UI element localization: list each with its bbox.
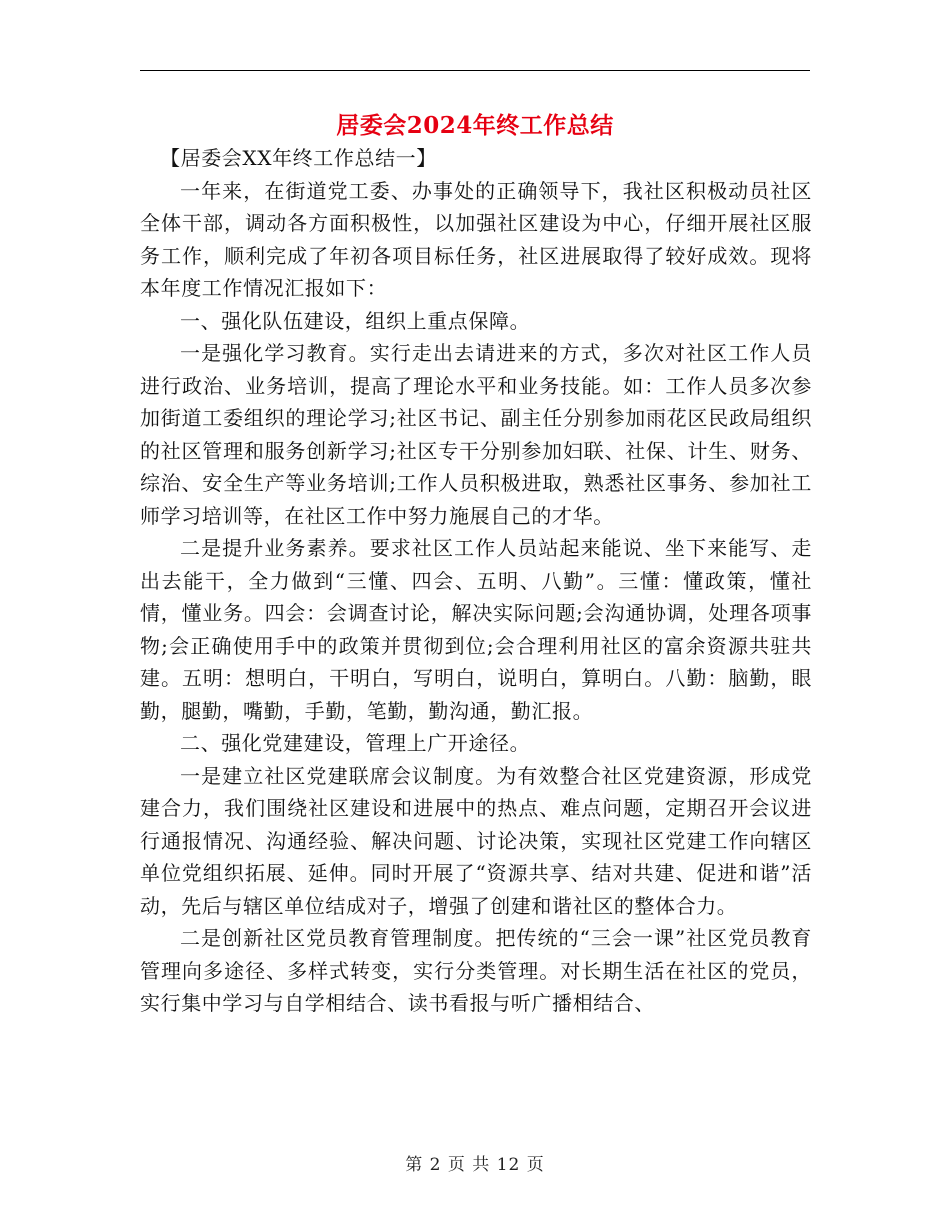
document-title: 居委会2024年终工作总结 <box>336 112 614 139</box>
page-footer <box>0 1150 950 1175</box>
footer-suffix: 页 <box>526 1155 545 1175</box>
body-paragraph: 二是提升业务素养。要求社区工作人员站起来能说、坐下来能写、走出去能干，全力做到“三懂、四会、五明、八勤”。三懂：懂政策，懂社情，懂业务。四会：会调查讨论，解决实际问题;会沟通协调，处理各项事物;会正确使用手中的政策并贯彻到位;会合理利用社区的富余资源共驻共建。五明：想明白，干明白，写明白，说明白，算明白。八勤：脑勤，眼勤，腿勤，嘴勤，手勤，笔勤，勤沟通，勤汇报。 <box>140 536 812 723</box>
document-body <box>140 142 812 1020</box>
body-paragraph: 二、强化党建建设，管理上广开途径。 <box>180 731 531 755</box>
body-paragraph: 一年来，在街道党工委、办事处的正确领导下，我社区积极动员社区全体干部，调动各方面积极性，以加强社区建设为中心，仔细开展社区服务工作，顺利完成了年初各项目标任务，社区进展取得了较好成效。现将本年度工作情况汇报如下： <box>140 178 812 300</box>
body-paragraph: 一、强化队伍建设，组织上重点保障。 <box>180 308 531 333</box>
section-heading-paragraph: 【居委会XX年终工作总结一】 <box>160 146 437 170</box>
total-page-count: 12 <box>496 1155 521 1175</box>
body-paragraph: 二是创新社区党员教育管理制度。把传统的“三会一课”社区党员教育管理向多途径、多样式转变，实行分类管理。对长期生活在社区的党员，实行集中学习与自学相结合、读书看报与听广播相结合、 <box>140 926 812 1015</box>
header-rule <box>140 70 810 71</box>
current-page-number: 2 <box>429 1155 442 1175</box>
footer-prefix: 第 <box>405 1155 424 1175</box>
body-paragraph: 一是强化学习教育。实行走出去请进来的方式，多次对社区工作人员进行政治、业务培训，提高了理论水平和业务技能。如：工作人员多次参加街道工委组织的理论学习;社区书记、副主任分别参加雨花区民政局组织的社区管理和服务创新学习;社区专干分别参加妇联、社保、计生、财务、综治、安全生产等业务培训;工作人员积极进取，熟悉社区事务、参加社工师学习培训等，在社区工作中努力施展自己的才华。 <box>140 341 812 528</box>
footer-middle: 页 共 <box>447 1155 491 1175</box>
body-paragraph: 一是建立社区党建联席会议制度。为有效整合社区党建资源，形成党建合力，我们围绕社区建设和进展中的热点、难点问题，定期召开会议进行通报情况、沟通经验、解决问题、讨论决策，实现社区党建工作向辖区单位党组织拓展、延伸。同时开展了“资源共享、结对共建、促进和谐”活动，先后与辖区单位结成对子，增强了创建和谐社区的整体合力。 <box>140 763 812 918</box>
